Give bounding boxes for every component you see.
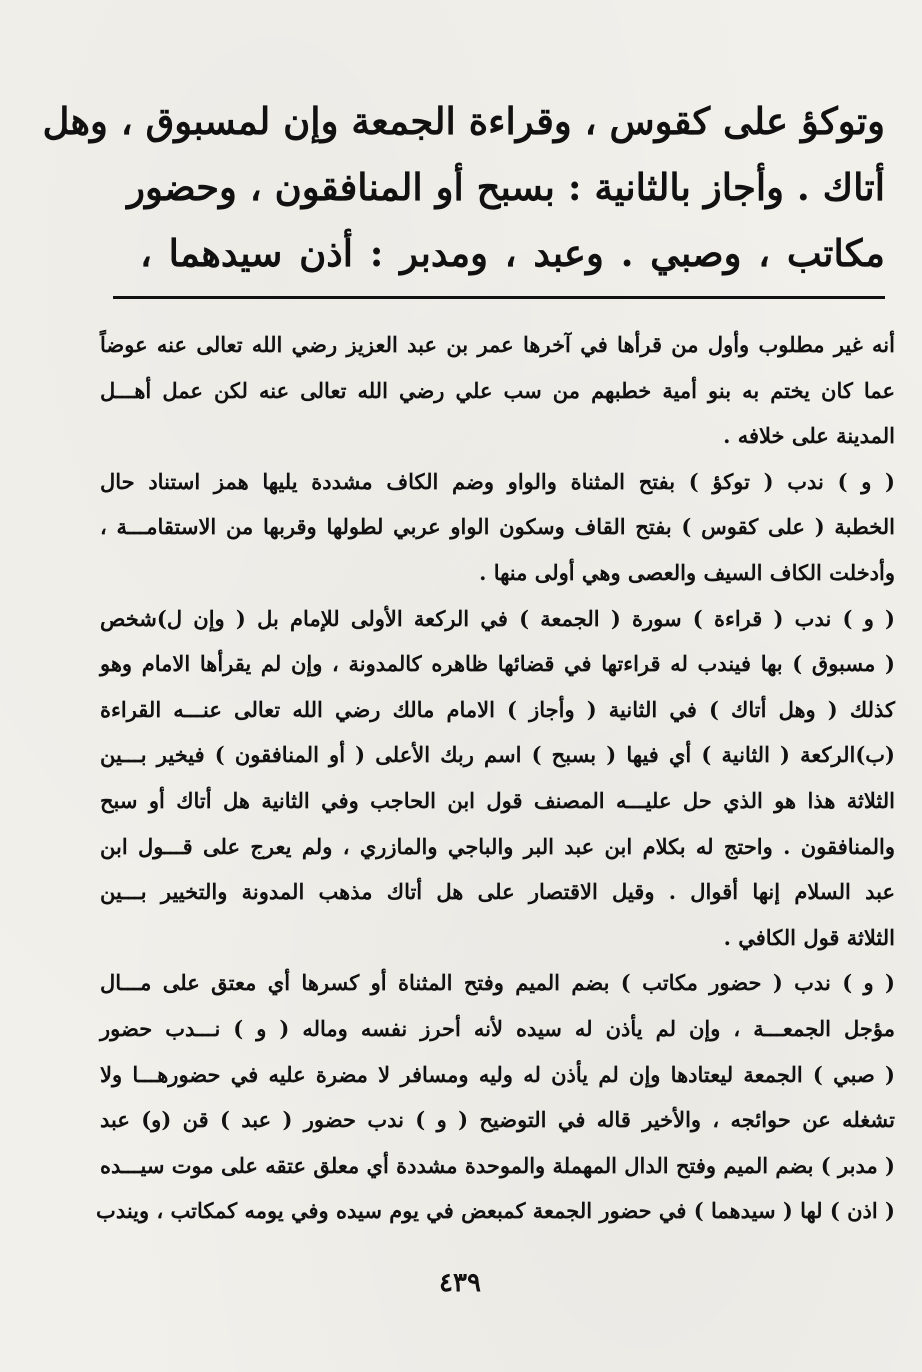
- commentary-line: ( اذن ) لها ( سيدهما ) في حضور الجمعة كمبعض في يوم سيده وفي يومه كمكاتب ، ويندب: [96, 1198, 895, 1224]
- commentary-line: ( و ) ندب ( قراءة ) سورة ( الجمعة ) في الركعة الأولى للإمام بل ( وإن ل)شخص: [100, 605, 895, 631]
- commentary-line: ( مدبر ) بضم الميم وفتح الدال المهملة والموحدة مشددة أي معلق عتقه على موت سيـــده: [100, 1152, 895, 1178]
- commentary-line: أنه غير مطلوب وأول من قرأها في آخرها عمر بن عبد العزيز رضي الله تعالى عنه عوضاً: [100, 332, 895, 357]
- commentary-line: تشغله عن حوائجه ، والأخير قاله في التوضيح ( و ) ندب حضور ( عبد ) قن (و) عبد: [100, 1107, 895, 1133]
- commentary-line: عما كان يختم به بنو أمية خطبهم من سب علي رضي الله تعالى عنه لكن عمل أهـــل: [100, 377, 895, 403]
- commentary-line: ( مسبوق ) بها فيندب له قراءتها في قضائها ظاهره كالمدونة ، وإن لم يقرأها الامام وهو: [100, 651, 895, 677]
- commentary-paragraph: [100, 322, 895, 459]
- commentary-line: ( و ) ندب ( توكؤ ) بفتح المثناة والواو وضم الكاف مشددة يليها همز استناد حال: [100, 468, 895, 494]
- commentary-paragraph: [100, 459, 895, 596]
- commentary-line: كذلك ( وهل أتاك ) في الثانية ( وأجاز ) الامام مالك رضي الله تعالى عنـــه القراءة: [100, 696, 895, 722]
- matn-line: أتاك . وأجاز بالثانية : بسبح أو المنافقون ، وحضور: [127, 165, 885, 209]
- commentary-line: المدينة على خلافه .: [723, 423, 895, 449]
- commentary-line: الخطبة ( على كقوس ) بفتح القاف وسكون الواو عربي لطولها وقربها من الاستقامـــة ،: [100, 514, 895, 540]
- commentary-line: عبد السلام إنها أقوال . وقيل الاقتصار على هل أتاك مذهب المدونة والتخيير بـــين: [100, 879, 895, 905]
- separator-rule: [113, 296, 885, 299]
- commentary-paragraph: [100, 596, 895, 961]
- commentary-paragraph: [96, 960, 895, 1234]
- matn-line: وتوكؤ على كقوس ، وقراءة الجمعة وإن لمسبوق ، وهل: [42, 99, 885, 143]
- page-number: ٤٣٩: [439, 1268, 481, 1298]
- matn-line: مكاتب ، وصبي . وعبد ، ومدبر : أذن سيدهما ،: [140, 231, 885, 275]
- commentary-line: ( و ) ندب ( حضور مكاتب ) بضم الميم وفتح المثناة أو كسرها أي معتق على مـــال: [100, 970, 895, 996]
- commentary-line: ( صبي ) الجمعة ليعتادها وإن لم يأذن له وليه ومسافر لا مضرة عليه في حضورهـــا ولا: [100, 1061, 895, 1087]
- matn-text-block: [42, 88, 885, 286]
- commentary-line: والمنافقون . واحتج له بكلام ابن عبد البر والباجي والمازري ، ولم يعرج على قـــول ابن: [100, 833, 895, 859]
- commentary-line: مؤجل الجمعـــة ، وإن لم يأذن له سيده لأنه أحرز نفسه وماله ( و ) نـــدب حضور: [100, 1015, 895, 1041]
- commentary-line: (ب)الركعة ( الثانية ) أي فيها ( بسبح ) اسم ربك الأعلى ( أو المنافقون ) فيخير بـــين: [100, 742, 895, 768]
- commentary-text-block: [96, 322, 895, 1234]
- commentary-line: الثلاثة هذا هو الذي حل عليـــه المصنف قول ابن الحاجب وفي الثانية هل أتاك أو سبح: [100, 787, 895, 813]
- commentary-line: الثلاثة قول الكافي .: [723, 924, 895, 950]
- commentary-line: وأدخلت الكاف السيف والعصى وهي أولى منها .: [479, 559, 895, 585]
